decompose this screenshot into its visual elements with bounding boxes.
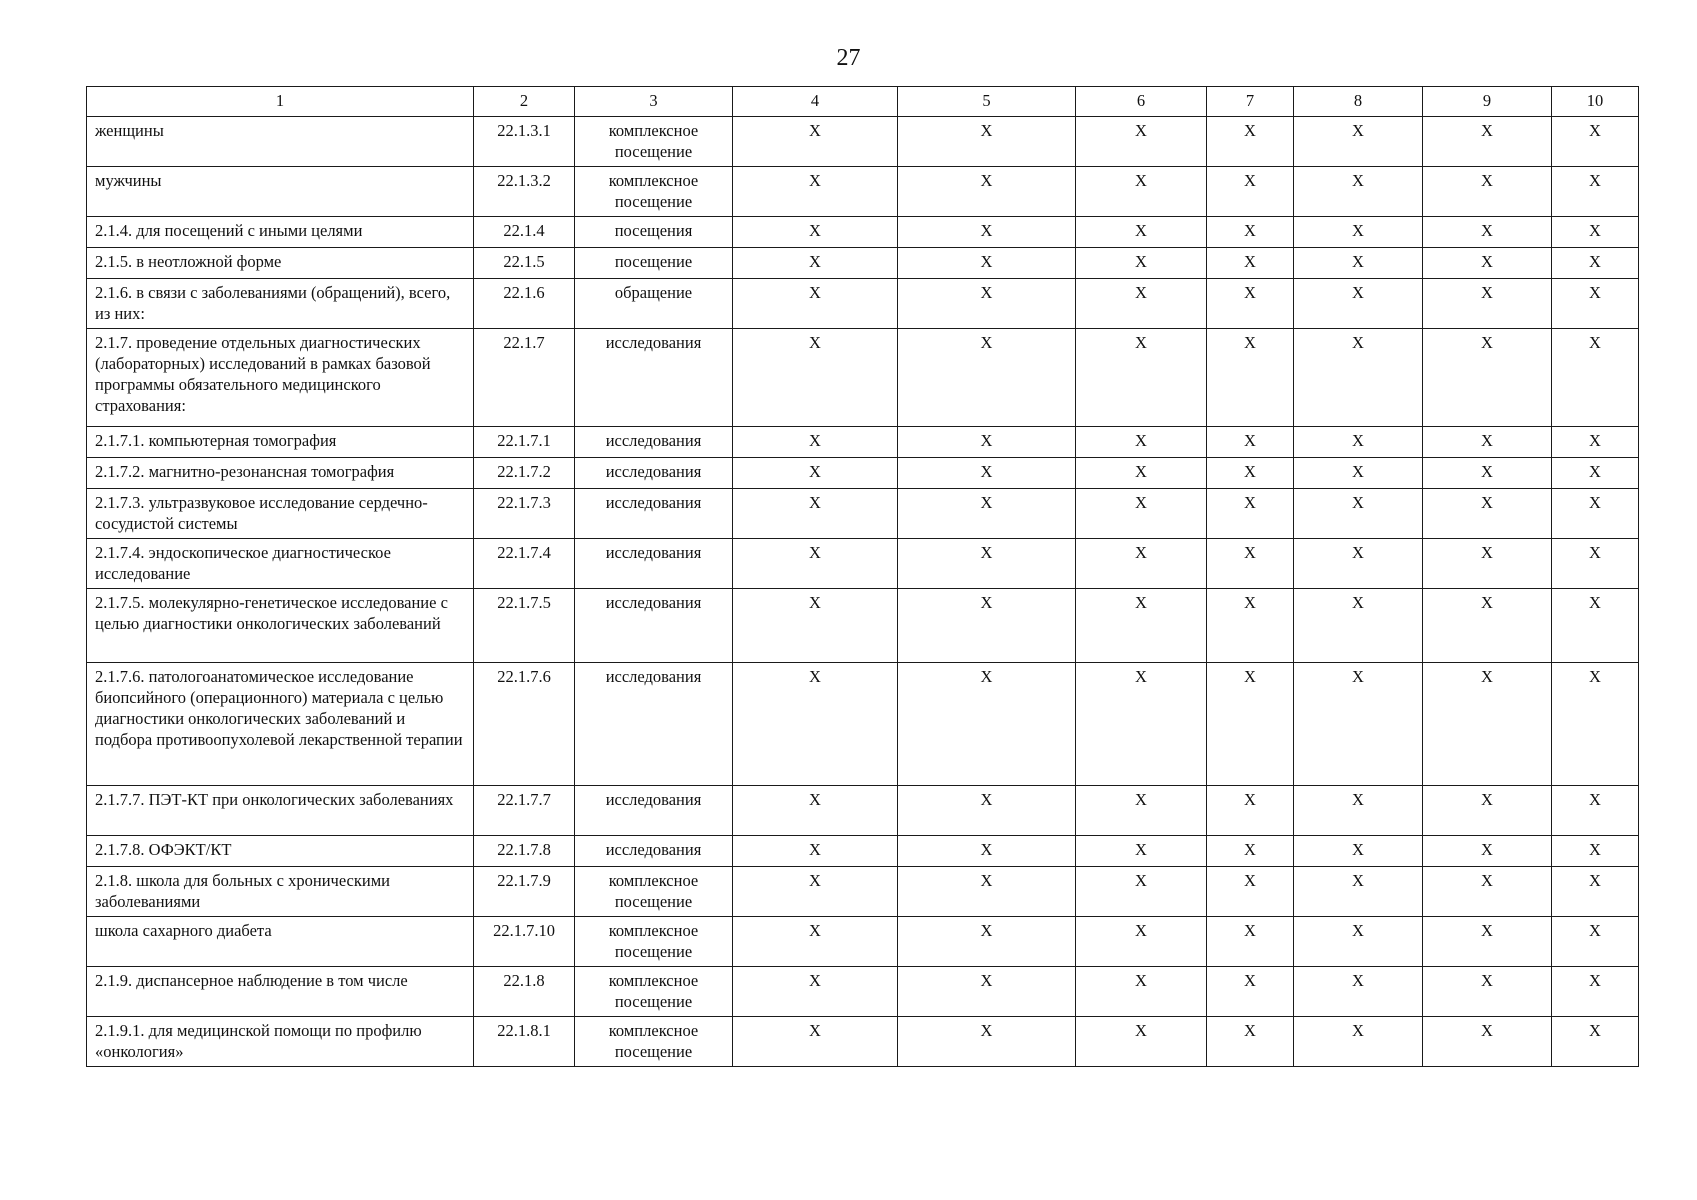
row-mark-cell: X [1294,917,1423,967]
row-code-cell: 22.1.7.9 [474,867,575,917]
row-mark-cell: X [1207,167,1294,217]
row-mark-cell: X [1552,167,1639,217]
row-mark-cell: X [1552,836,1639,867]
row-code-cell: 22.1.8 [474,967,575,1017]
row-mark-cell: X [1207,279,1294,329]
row-unit-cell: исследования [575,489,733,539]
row-mark-cell: X [898,967,1076,1017]
row-mark-cell: X [898,786,1076,836]
row-mark-cell: X [1423,248,1552,279]
column-header: 6 [1076,87,1207,117]
row-unit-cell: комплексное посещение [575,167,733,217]
row-mark-cell: X [1294,329,1423,427]
row-name-cell: мужчины [87,167,474,217]
row-mark-cell: X [1294,836,1423,867]
row-mark-cell: X [1552,786,1639,836]
row-mark-cell: X [733,786,898,836]
row-mark-cell: X [1207,917,1294,967]
row-mark-cell: X [733,917,898,967]
row-unit-cell: комплексное посещение [575,1017,733,1067]
row-unit-cell: комплексное посещение [575,917,733,967]
row-mark-cell: X [898,217,1076,248]
row-mark-cell: X [1076,458,1207,489]
row-mark-cell: X [898,589,1076,663]
table-row [87,489,1639,539]
row-mark-cell: X [1207,248,1294,279]
row-name-cell: 2.1.7.6. патологоанатомическое исследование биопсийного (операционного) материала с целью диагностики онкологических заболеваний и подбора противоопухолевой лекарственной терапии [87,663,474,786]
row-name-cell: школа сахарного диабета [87,917,474,967]
row-mark-cell: X [733,117,898,167]
row-mark-cell: X [1207,217,1294,248]
column-header: 4 [733,87,898,117]
data-table [86,86,1639,1067]
row-mark-cell: X [1423,836,1552,867]
row-code-cell: 22.1.8.1 [474,1017,575,1067]
row-mark-cell: X [1294,167,1423,217]
table-row [87,917,1639,967]
row-mark-cell: X [1076,489,1207,539]
row-mark-cell: X [898,489,1076,539]
table-row [87,663,1639,786]
column-header: 3 [575,87,733,117]
row-name-cell: 2.1.7.8. ОФЭКТ/КТ [87,836,474,867]
row-mark-cell: X [1423,589,1552,663]
row-mark-cell: X [1294,786,1423,836]
row-mark-cell: X [1076,427,1207,458]
row-code-cell: 22.1.3.1 [474,117,575,167]
table-row [87,836,1639,867]
page-number: 27 [836,45,861,71]
table-row [87,786,1639,836]
row-mark-cell: X [1076,279,1207,329]
row-mark-cell: X [1552,458,1639,489]
row-mark-cell: X [1207,663,1294,786]
row-mark-cell: X [1294,539,1423,589]
row-name-cell: 2.1.7. проведение отдельных диагностических (лабораторных) исследований в рамках базовой программы обязательного медицинского страхования: [87,329,474,427]
row-mark-cell: X [1552,917,1639,967]
row-mark-cell: X [1076,663,1207,786]
row-name-cell: 2.1.8. школа для больных с хроническими заболеваниями [87,867,474,917]
row-mark-cell: X [1294,458,1423,489]
row-mark-cell: X [1294,427,1423,458]
row-mark-cell: X [733,248,898,279]
row-mark-cell: X [1294,489,1423,539]
row-unit-cell: комплексное посещение [575,117,733,167]
row-unit-cell: обращение [575,279,733,329]
row-mark-cell: X [1207,489,1294,539]
row-mark-cell: X [1076,117,1207,167]
row-mark-cell: X [1294,248,1423,279]
row-mark-cell: X [1076,217,1207,248]
row-mark-cell: X [1423,1017,1552,1067]
table-row [87,867,1639,917]
row-mark-cell: X [1207,589,1294,663]
row-name-cell: 2.1.6. в связи с заболеваниями (обращений), всего, из них: [87,279,474,329]
row-code-cell: 22.1.7.6 [474,663,575,786]
row-mark-cell: X [1076,786,1207,836]
row-mark-cell: X [1207,786,1294,836]
row-mark-cell: X [898,1017,1076,1067]
column-number-row [87,87,1639,117]
row-mark-cell: X [1076,539,1207,589]
row-mark-cell: X [1423,329,1552,427]
row-mark-cell: X [1076,836,1207,867]
row-mark-cell: X [1423,967,1552,1017]
row-mark-cell: X [1207,967,1294,1017]
table-row [87,117,1639,167]
row-mark-cell: X [898,167,1076,217]
row-mark-cell: X [1552,589,1639,663]
row-mark-cell: X [733,329,898,427]
row-mark-cell: X [1207,458,1294,489]
row-unit-cell: исследования [575,786,733,836]
column-header: 1 [87,87,474,117]
row-mark-cell: X [1552,967,1639,1017]
row-mark-cell: X [1294,117,1423,167]
row-mark-cell: X [1552,489,1639,539]
row-mark-cell: X [1076,1017,1207,1067]
row-mark-cell: X [898,117,1076,167]
row-unit-cell: исследования [575,836,733,867]
row-mark-cell: X [733,489,898,539]
row-mark-cell: X [733,589,898,663]
row-mark-cell: X [1207,1017,1294,1067]
row-mark-cell: X [1552,867,1639,917]
row-code-cell: 22.1.4 [474,217,575,248]
row-code-cell: 22.1.7 [474,329,575,427]
table-row [87,217,1639,248]
row-mark-cell: X [1552,329,1639,427]
row-mark-cell: X [1294,217,1423,248]
row-unit-cell: исследования [575,539,733,589]
column-header: 7 [1207,87,1294,117]
row-name-cell: 2.1.9.1. для медицинской помощи по профилю «онкология» [87,1017,474,1067]
row-unit-cell: исследования [575,329,733,427]
row-mark-cell: X [1076,589,1207,663]
row-mark-cell: X [1423,867,1552,917]
row-code-cell: 22.1.6 [474,279,575,329]
row-mark-cell: X [898,917,1076,967]
row-mark-cell: X [898,867,1076,917]
row-mark-cell: X [1076,248,1207,279]
column-header: 10 [1552,87,1639,117]
row-mark-cell: X [733,836,898,867]
row-code-cell: 22.1.7.5 [474,589,575,663]
row-mark-cell: X [1552,117,1639,167]
row-mark-cell: X [1552,248,1639,279]
row-mark-cell: X [1552,427,1639,458]
row-code-cell: 22.1.7.8 [474,836,575,867]
row-mark-cell: X [733,539,898,589]
table-row [87,248,1639,279]
row-mark-cell: X [1552,279,1639,329]
row-mark-cell: X [733,279,898,329]
row-mark-cell: X [733,663,898,786]
row-unit-cell: комплексное посещение [575,967,733,1017]
column-header: 8 [1294,87,1423,117]
row-code-cell: 22.1.7.4 [474,539,575,589]
row-code-cell: 22.1.7.2 [474,458,575,489]
table-row [87,458,1639,489]
table-row [87,329,1639,427]
row-mark-cell: X [1294,589,1423,663]
row-mark-cell: X [1076,917,1207,967]
row-mark-cell: X [1423,117,1552,167]
row-code-cell: 22.1.7.1 [474,427,575,458]
row-name-cell: 2.1.4. для посещений с иными целями [87,217,474,248]
table-row [87,279,1639,329]
row-mark-cell: X [1207,329,1294,427]
row-unit-cell: посещения [575,217,733,248]
row-mark-cell: X [1552,217,1639,248]
row-unit-cell: исследования [575,458,733,489]
row-name-cell: 2.1.7.5. молекулярно-генетическое исследование с целью диагностики онкологических заболеваний [87,589,474,663]
row-mark-cell: X [1423,786,1552,836]
row-code-cell: 22.1.5 [474,248,575,279]
row-code-cell: 22.1.7.3 [474,489,575,539]
row-mark-cell: X [1423,663,1552,786]
table-row [87,539,1639,589]
row-mark-cell: X [898,279,1076,329]
row-mark-cell: X [1423,167,1552,217]
row-mark-cell: X [733,867,898,917]
row-name-cell: 2.1.7.4. эндоскопическое диагностическое исследование [87,539,474,589]
row-mark-cell: X [733,1017,898,1067]
row-mark-cell: X [1423,458,1552,489]
row-mark-cell: X [733,217,898,248]
row-mark-cell: X [1294,867,1423,917]
row-mark-cell: X [1076,967,1207,1017]
row-unit-cell: исследования [575,589,733,663]
column-header: 5 [898,87,1076,117]
row-mark-cell: X [1207,867,1294,917]
row-mark-cell: X [898,458,1076,489]
table-row [87,167,1639,217]
row-mark-cell: X [733,167,898,217]
row-mark-cell: X [1423,489,1552,539]
row-mark-cell: X [1207,539,1294,589]
row-mark-cell: X [1294,967,1423,1017]
row-name-cell: 2.1.5. в неотложной форме [87,248,474,279]
row-mark-cell: X [1423,279,1552,329]
column-header: 2 [474,87,575,117]
row-name-cell: 2.1.7.1. компьютерная томография [87,427,474,458]
row-mark-cell: X [1294,663,1423,786]
table-row [87,967,1639,1017]
row-mark-cell: X [898,329,1076,427]
row-name-cell: женщины [87,117,474,167]
table-row [87,1017,1639,1067]
table-body [87,117,1639,1067]
row-mark-cell: X [1294,1017,1423,1067]
row-code-cell: 22.1.7.7 [474,786,575,836]
row-name-cell: 2.1.7.7. ПЭТ-КТ при онкологических заболеваниях [87,786,474,836]
row-mark-cell: X [1423,427,1552,458]
row-mark-cell: X [733,427,898,458]
row-mark-cell: X [1076,167,1207,217]
row-mark-cell: X [1076,329,1207,427]
row-mark-cell: X [1294,279,1423,329]
row-mark-cell: X [1207,427,1294,458]
row-mark-cell: X [1207,836,1294,867]
row-mark-cell: X [1552,1017,1639,1067]
row-mark-cell: X [733,967,898,1017]
row-mark-cell: X [1207,117,1294,167]
row-code-cell: 22.1.3.2 [474,167,575,217]
row-name-cell: 2.1.7.3. ультразвуковое исследование сердечно-сосудистой системы [87,489,474,539]
row-mark-cell: X [1552,663,1639,786]
row-mark-cell: X [1423,217,1552,248]
row-mark-cell: X [898,836,1076,867]
row-unit-cell: посещение [575,248,733,279]
row-code-cell: 22.1.7.10 [474,917,575,967]
row-unit-cell: исследования [575,663,733,786]
table-row [87,427,1639,458]
row-unit-cell: комплексное посещение [575,867,733,917]
row-mark-cell: X [1552,539,1639,589]
row-mark-cell: X [898,539,1076,589]
row-mark-cell: X [733,458,898,489]
row-mark-cell: X [1423,539,1552,589]
column-header: 9 [1423,87,1552,117]
row-mark-cell: X [898,248,1076,279]
row-name-cell: 2.1.7.2. магнитно-резонансная томография [87,458,474,489]
row-mark-cell: X [1076,867,1207,917]
row-name-cell: 2.1.9. диспансерное наблюдение в том числе [87,967,474,1017]
table-row [87,589,1639,663]
row-mark-cell: X [898,663,1076,786]
row-mark-cell: X [1423,917,1552,967]
row-mark-cell: X [898,427,1076,458]
row-unit-cell: исследования [575,427,733,458]
